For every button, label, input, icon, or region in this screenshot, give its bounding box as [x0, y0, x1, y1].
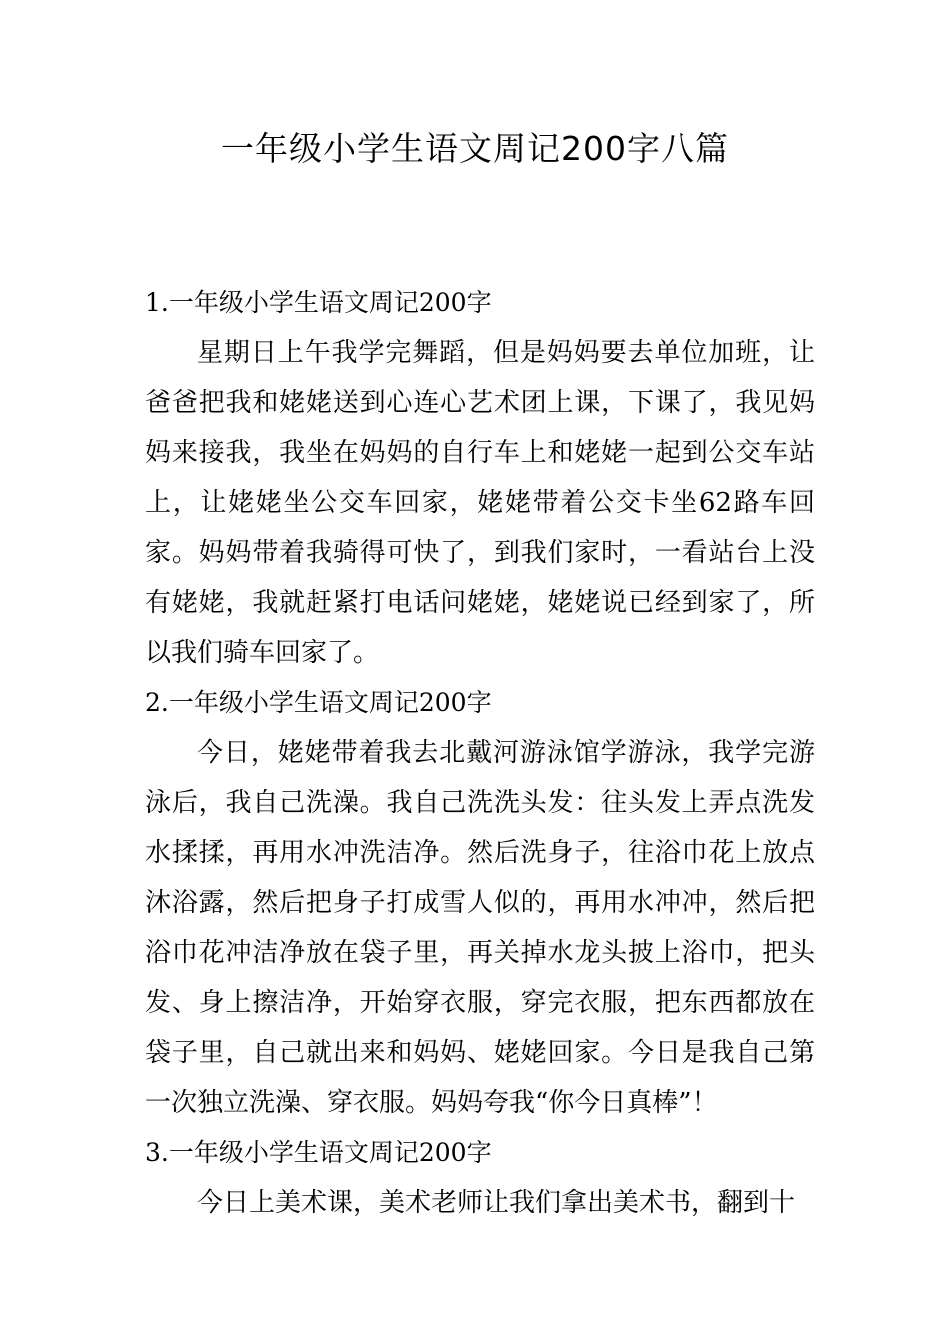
- section-3: [145, 1128, 815, 1228]
- section-paragraph: 星期日上午我学完舞蹈，但是妈妈要去单位加班，让爸爸把我和姥姥送到心连心艺术团上课，下课了，我见妈妈来接我，我坐在妈妈的自行车上和姥姥一起到公交车站上，让姥姥坐公交车回家，姥姥带着公交卡坐62路车回家。妈妈带着我骑得可快了，到我们家时，一看站台上没有姥姥，我就赶紧打电话问姥姥，姥姥说已经到家了，所以我们骑车回家了。: [145, 338, 815, 668]
- section-paragraph: 今日上美术课，美术老师让我们拿出美术书，翻到十: [197, 1188, 796, 1218]
- section-heading: 2.一年级小学生语文周记200字: [145, 688, 492, 717]
- section-paragraph: 今日，姥姥带着我去北戴河游泳馆学游泳，我学完游泳后，我自己洗澡。我自己洗洗头发：往头发上弄点洗发水揉揉，再用水冲洗洁净。然后洗身子，往浴巾花上放点沐浴露，然后把身子打成雪人似的，再用水冲冲，然后把浴巾花冲洁净放在袋子里，再关掉水龙头披上浴巾，把头发、身上擦洁净，开始穿衣服，穿完衣服，把东西都放在袋子里，自己就出来和妈妈、姥姥回家。今日是我自己第一次独立洗澡、穿衣服。妈妈夸我“你今日真棒”！: [145, 738, 815, 1118]
- document-title: 一年级小学生语文周记200字八篇: [221, 129, 729, 168]
- section-heading: 3.一年级小学生语文周记200字: [145, 1138, 492, 1167]
- document-body: [145, 278, 815, 1228]
- section-2: [145, 678, 815, 1128]
- section-heading: 1.一年级小学生语文周记200字: [145, 288, 492, 317]
- section-1: [145, 278, 815, 678]
